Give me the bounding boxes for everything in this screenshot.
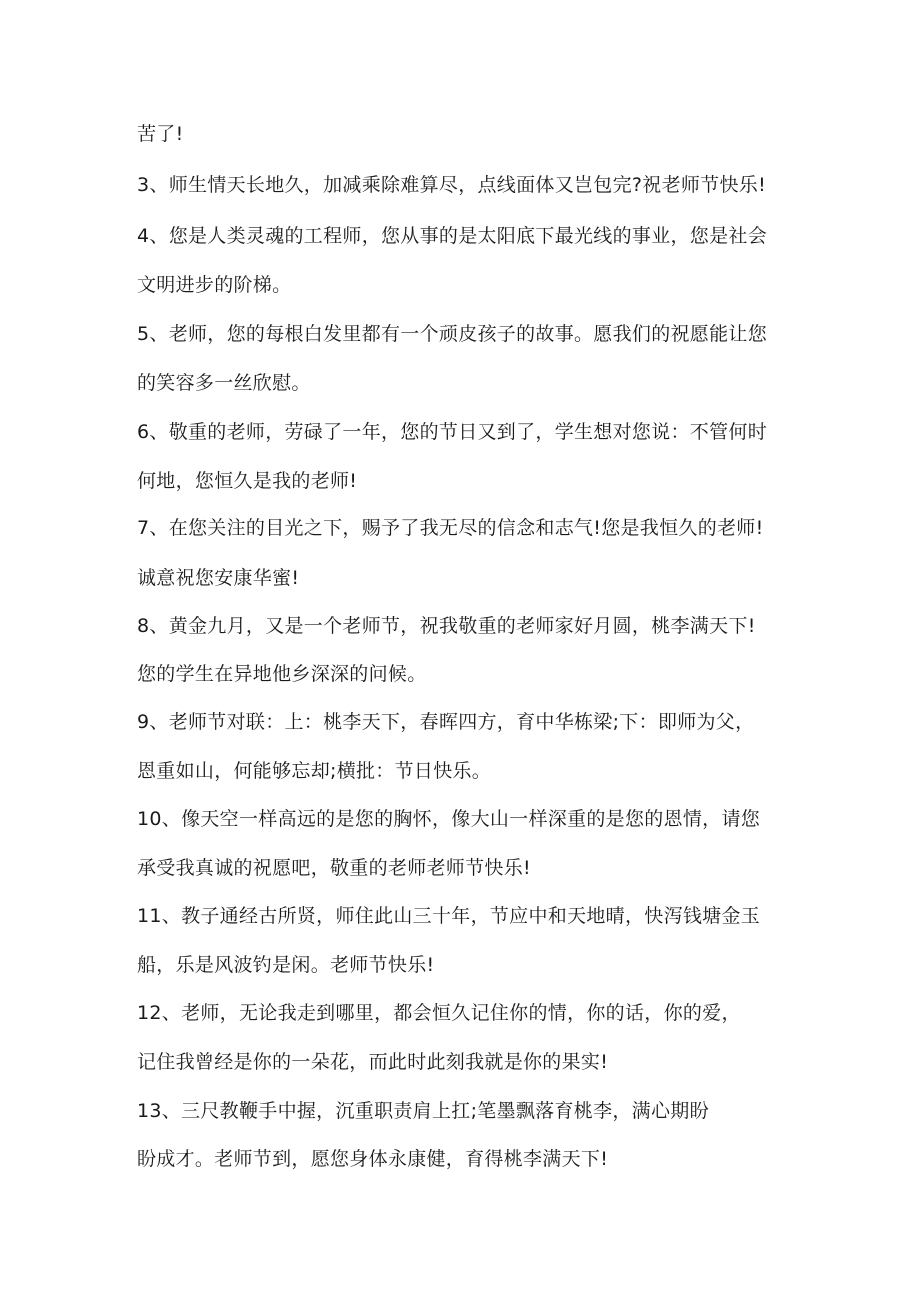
text-line: 盼成才。老师节到，愿您身体永康健，育得桃李满天下! [137,1148,609,1170]
text-line: 9、老师节对联：上：桃李天下，春晖四方，育中华栋梁;下：即师为父， [137,711,755,733]
text-line: 恩重如山，何能够忘却;横批：节日快乐。 [137,760,492,782]
text-line: 记住我曾经是你的一朵花，而此时此刻我就是你的果实! [137,1051,609,1073]
text-line: 5、老师，您的每根白发里都有一个顽皮孩子的故事。愿我们的祝愿能让您 [137,323,767,345]
text-line: 的笑容多一丝欣慰。 [137,372,311,394]
text-line: 11、教子通经古所贤，师住此山三十年，节应中和天地晴，快泻钱塘金玉 [137,905,761,927]
text-line: 12、老师，无论我走到哪里，都会恒久记住你的情，你的话，你的爱， [137,1002,741,1024]
text-line: 4、您是人类灵魂的工程师，您从事的是太阳底下最光线的事业，您是社会 [137,225,767,247]
text-line: 您的学生在异地他乡深深的问候。 [137,663,427,685]
text-line: 苦了! [137,123,184,145]
text-line: 文明进步的阶梯。 [137,274,292,296]
text-line: 6、敬重的老师，劳碌了一年，您的节日又到了，学生想对您说：不管何时 [137,421,767,443]
text-line: 诚意祝您安康华蜜! [137,567,300,589]
text-line: 船，乐是风波钓是闲。老师节快乐! [137,954,435,976]
text-line: 3、师生情天长地久，加减乘除难算尽，点线面体又岂包完?祝老师节快乐! [137,174,766,196]
text-line: 7、在您关注的目光之下，赐予了我无尽的信念和志气!您是我恒久的老师! [137,517,764,539]
text-line: 10、像天空一样高远的是您的胸怀，像大山一样深重的是您的恩情，请您 [137,808,761,830]
text-line: 承受我真诚的祝愿吧，敬重的老师老师节快乐! [137,857,531,879]
text-line: 13、三尺教鞭手中握，沉重职责肩上扛;笔墨飘落育桃李，满心期盼 [137,1100,709,1122]
text-line: 何地，您恒久是我的老师! [137,470,358,492]
text-line: 8、黄金九月，又是一个老师节，祝我敬重的老师家好月圆，桃李满天下! [137,615,756,637]
